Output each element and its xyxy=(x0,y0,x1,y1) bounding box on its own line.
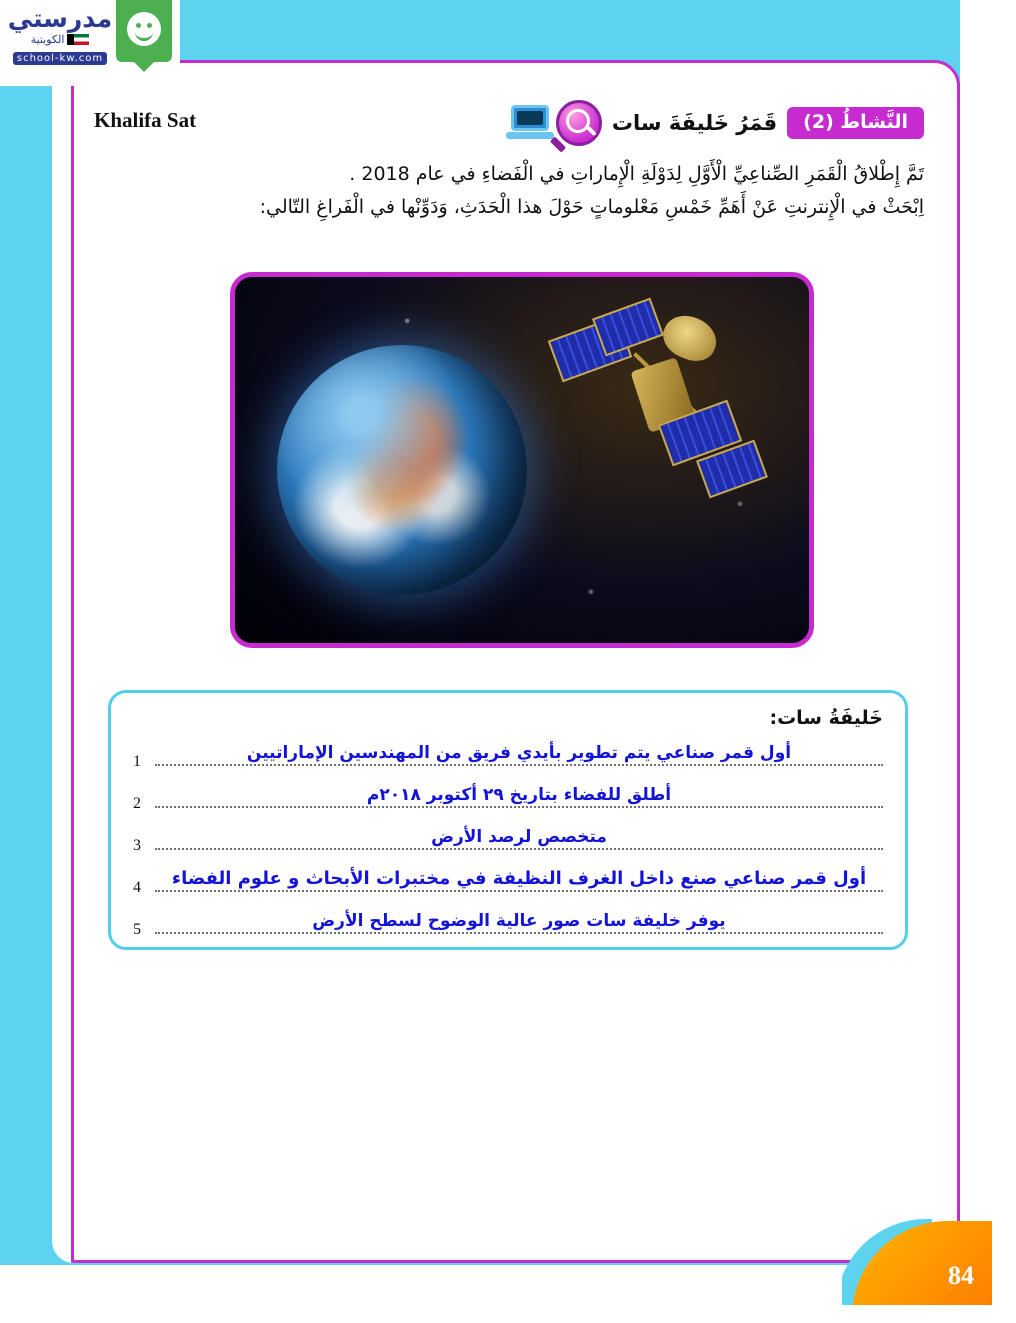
answer-line[interactable] xyxy=(155,906,883,934)
smiley-bookmark-icon xyxy=(116,0,172,62)
page-title: قَمَرُ خَليفَةَ سات xyxy=(611,111,778,135)
answer-text: أول قمر صناعي صنع داخل الغرف النظيفة في مختبرات الأبحاث و علوم الفضاء xyxy=(171,868,867,889)
answer-number: 1 xyxy=(133,753,141,770)
content-sheet xyxy=(52,60,960,1263)
smiley-eye-right xyxy=(147,23,152,28)
answer-line[interactable] xyxy=(155,738,883,766)
intro-paragraph xyxy=(224,158,924,225)
magnifier-lens xyxy=(566,109,590,133)
kuwait-flag-icon xyxy=(67,34,89,45)
answer-line[interactable] xyxy=(155,780,883,808)
laptop-screen xyxy=(511,105,549,131)
answer-number: 4 xyxy=(133,879,141,896)
page-number: 84 xyxy=(948,1261,974,1290)
answer-line[interactable] xyxy=(155,822,883,850)
answer-row[interactable] xyxy=(133,864,883,897)
earth-globe xyxy=(277,345,527,595)
smiley-mouth xyxy=(135,29,153,41)
answer-number: 2 xyxy=(133,795,141,812)
laptop-base xyxy=(506,132,554,139)
answer-text: متخصص لرصد الأرض xyxy=(431,827,607,847)
logo-url: school-kw.com xyxy=(13,52,107,65)
answer-number: 5 xyxy=(133,921,141,938)
satellite-illustration xyxy=(535,299,785,529)
answer-text: يوفر خليفة سات صور عالية الوضوح لسطح الأرض xyxy=(312,911,726,931)
logo-title: مدرستي xyxy=(7,4,113,33)
left-rail xyxy=(52,60,74,1263)
activity-tag: النَّشاطُ (2) xyxy=(787,107,924,139)
answer-row[interactable] xyxy=(133,822,883,855)
intro-line-1: تَمَّ إِطْلاقُ الْقَمَرِ الصِّناعِيِّ الْأَوَّلِ لِدَوْلَةِ الْإِماراتِ في الْفَضاءِ في عام 2018 . xyxy=(349,163,924,185)
answer-text: أطلق للفضاء بتاريخ ٢٩ أكتوبر ٢٠١٨م xyxy=(366,785,672,805)
solar-panel xyxy=(592,298,664,357)
laptop-icon xyxy=(506,103,554,143)
right-margin xyxy=(960,0,1016,1323)
smiley-face xyxy=(127,12,161,46)
bookmark-tail xyxy=(130,58,158,72)
answer-row[interactable] xyxy=(133,738,883,771)
satellite-orbiting-earth-image xyxy=(230,272,814,648)
answer-line[interactable] xyxy=(155,864,883,892)
site-logo xyxy=(0,0,180,86)
smiley-eye-left xyxy=(136,23,141,28)
logo-subtitle: الكويتية xyxy=(6,33,114,46)
english-title: Khalifa Sat xyxy=(94,108,197,132)
answer-number: 3 xyxy=(133,837,141,854)
activity-header xyxy=(506,100,924,146)
header-icon-cluster xyxy=(506,100,602,146)
magnifier-icon xyxy=(556,100,602,146)
answer-row[interactable] xyxy=(133,780,883,813)
intro-line-2: اِبْحَثْ في الْإِنترنتِ عَنْ أَهَمِّ خَمْسِ مَعْلوماتٍ حَوْلَ هذا الْحَدَثِ، وَدَوِّنْها في الْفَراغِ التّالي: xyxy=(259,196,924,219)
answers-title: خَليفَةُ سات: xyxy=(769,707,883,729)
answer-text: أول قمر صناعي يتم تطوير بأيدي فريق من المهندسين الإماراتيين xyxy=(246,743,792,763)
answers-box xyxy=(108,690,908,950)
logo-text-block xyxy=(6,6,114,65)
answer-row[interactable] xyxy=(133,906,883,939)
